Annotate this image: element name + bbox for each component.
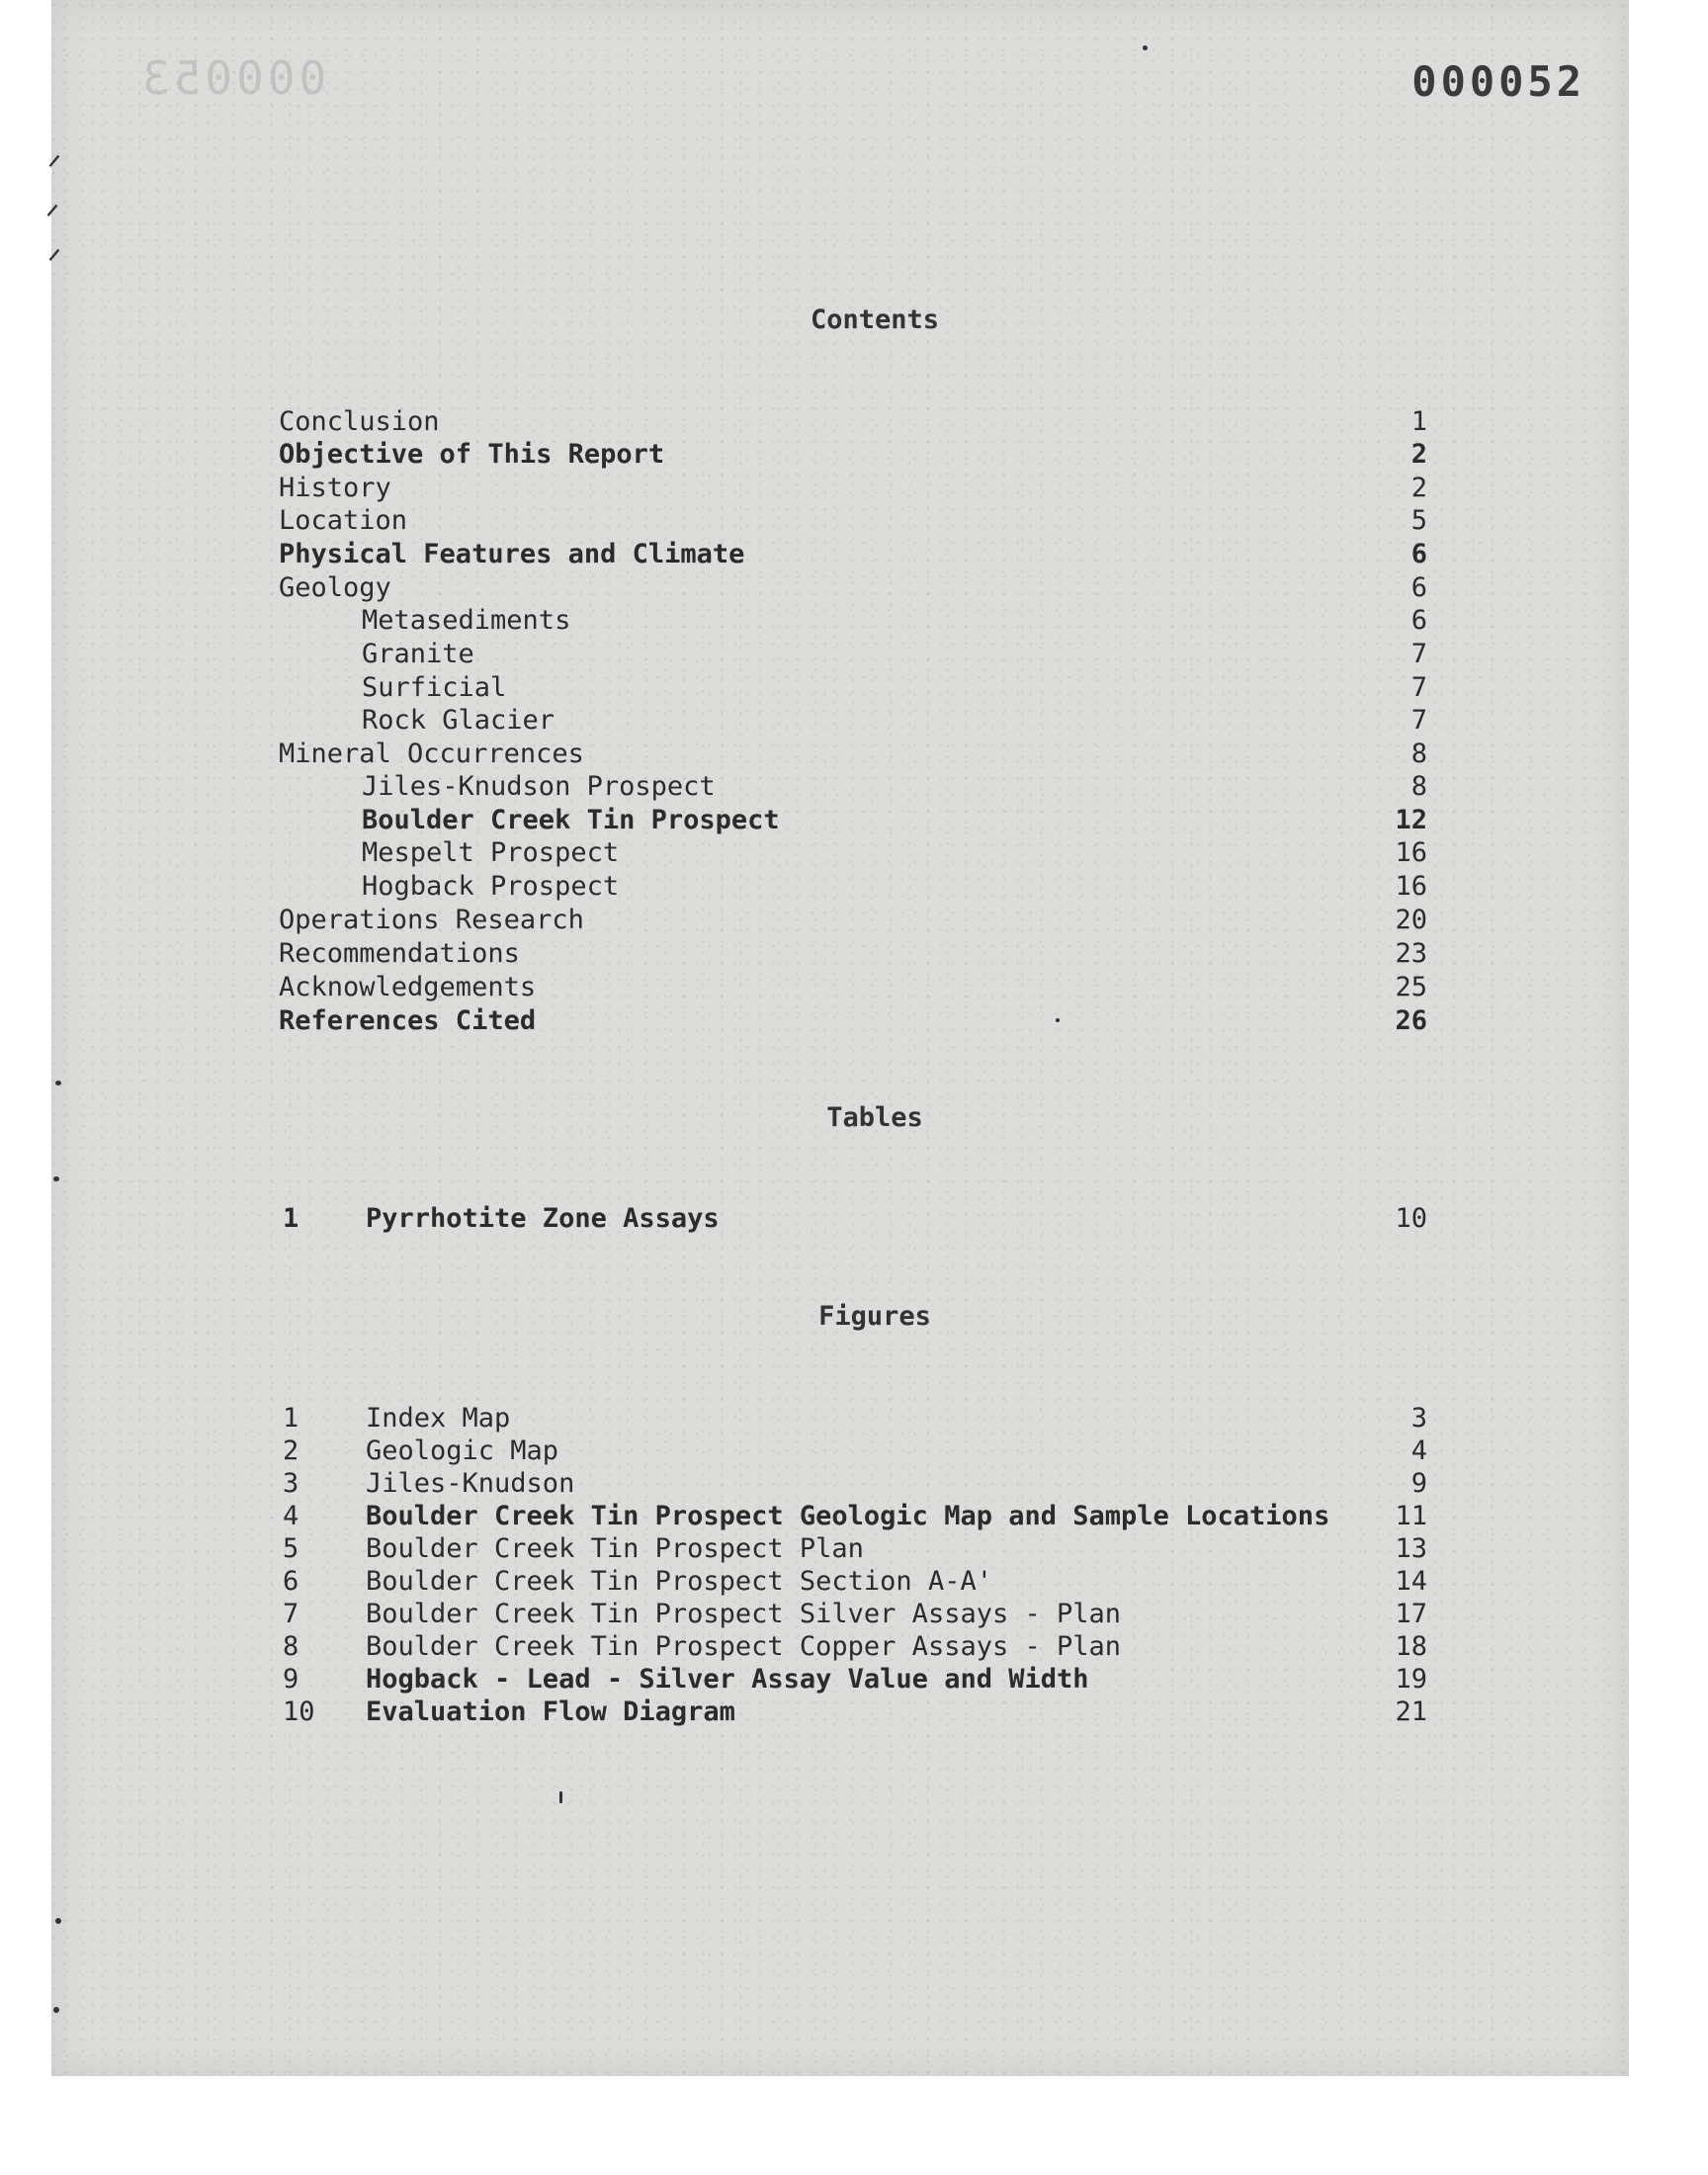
- toc-page: 16: [1395, 837, 1427, 868]
- toc-label: Boulder Creek Tin Prospect: [362, 805, 780, 835]
- toc-page: 6: [1410, 539, 1427, 569]
- toc-label: Mespelt Prospect: [362, 837, 620, 868]
- figure-number: 5: [283, 1533, 299, 1564]
- toc-page: 23: [1395, 938, 1427, 969]
- toc-page: 6: [1410, 572, 1427, 603]
- toc-page: 6: [1410, 605, 1427, 636]
- figure-number: 1: [283, 1403, 299, 1434]
- figure-number: 10: [283, 1696, 315, 1727]
- toc-subentry[interactable]: [279, 638, 1427, 671]
- figure-page: 21: [1395, 1696, 1427, 1727]
- figure-entry[interactable]: [279, 1532, 1427, 1566]
- figure-label: Geologic Map: [366, 1436, 559, 1466]
- figure-number: 4: [283, 1501, 299, 1531]
- toc-label: Surficial: [362, 672, 507, 703]
- figure-label: Boulder Creek Tin Prospect Silver Assays - Plan: [366, 1599, 1122, 1629]
- figure-entry[interactable]: [279, 1500, 1427, 1533]
- figure-entry[interactable]: [279, 1663, 1427, 1696]
- toc-label: Objective of This Report: [279, 439, 665, 470]
- figure-page: 14: [1395, 1566, 1427, 1597]
- toc-label: Acknowledgements: [279, 972, 537, 1002]
- figure-entry[interactable]: [279, 1630, 1427, 1664]
- tables-heading: Tables: [826, 1102, 923, 1133]
- scan-speck: [53, 1176, 59, 1181]
- toc-label: Physical Features and Climate: [279, 539, 745, 569]
- figure-label: Boulder Creek Tin Prospect Copper Assays - Plan: [366, 1631, 1122, 1662]
- figure-entry[interactable]: [279, 1565, 1427, 1599]
- toc-entry[interactable]: [279, 571, 1427, 605]
- toc-subentry[interactable]: [279, 604, 1427, 638]
- scan-speck: [53, 2007, 59, 2013]
- figure-page: 13: [1395, 1533, 1427, 1564]
- ghost-document-number: 000053: [138, 51, 327, 105]
- figure-label: Evaluation Flow Diagram: [366, 1696, 735, 1727]
- toc-label: Recommendations: [279, 938, 520, 969]
- figure-page: 3: [1410, 1403, 1427, 1434]
- toc-label: Mineral Occurrences: [279, 739, 584, 769]
- toc-label: References Cited: [279, 1005, 537, 1036]
- figure-label: Jiles-Knudson: [366, 1468, 575, 1499]
- toc-entry[interactable]: [279, 738, 1427, 771]
- table-page: 10: [1395, 1203, 1427, 1234]
- toc-label: Rock Glacier: [362, 705, 555, 736]
- figure-label: Hogback - Lead - Silver Assay Value and Width: [366, 1664, 1089, 1695]
- figure-page: 19: [1395, 1664, 1427, 1695]
- toc-subentry[interactable]: [279, 770, 1427, 804]
- scan-speck: [55, 1918, 61, 1924]
- figures-heading: Figures: [818, 1301, 931, 1332]
- toc-entry[interactable]: [279, 971, 1427, 1004]
- toc-entry[interactable]: [279, 504, 1427, 538]
- figure-entry[interactable]: [279, 1435, 1427, 1468]
- margin-mark: ᐟ: [45, 198, 60, 237]
- toc-page: 8: [1410, 739, 1427, 769]
- toc-subentry[interactable]: [279, 671, 1427, 705]
- scan-speck: [559, 1791, 562, 1803]
- toc-label: Conclusion: [279, 406, 440, 437]
- toc-page: 1: [1410, 406, 1427, 437]
- toc-label: Location: [279, 505, 408, 536]
- toc-page: 7: [1410, 639, 1427, 669]
- figure-page: 18: [1395, 1631, 1427, 1662]
- figure-page: 4: [1410, 1436, 1427, 1466]
- figure-entry[interactable]: [279, 1696, 1427, 1729]
- figure-label: Boulder Creek Tin Prospect Section A-A': [366, 1566, 992, 1597]
- table-number: 1: [283, 1203, 299, 1234]
- toc-entry[interactable]: [279, 538, 1427, 571]
- toc-entry[interactable]: [279, 438, 1427, 472]
- toc-label: Hogback Prospect: [362, 871, 620, 902]
- toc-page: 12: [1395, 805, 1427, 835]
- figure-label: Boulder Creek Tin Prospect Geologic Map and Sample Locations: [366, 1501, 1330, 1531]
- toc-entry[interactable]: [279, 472, 1427, 505]
- table-label: Pyrrhotite Zone Assays: [366, 1203, 720, 1234]
- toc-page: 16: [1395, 871, 1427, 902]
- toc-page: 2: [1410, 439, 1427, 470]
- figure-number: 6: [283, 1566, 299, 1597]
- toc-subentry[interactable]: [279, 836, 1427, 870]
- scan-speck: [1143, 45, 1148, 50]
- figure-number: 9: [283, 1664, 299, 1695]
- toc-entry[interactable]: [279, 405, 1427, 439]
- toc-label: Jiles-Knudson Prospect: [362, 771, 716, 802]
- toc-subentry[interactable]: [279, 704, 1427, 738]
- figure-number: 7: [283, 1599, 299, 1629]
- toc-entry[interactable]: [279, 1004, 1427, 1038]
- margin-mark: ᐟ: [47, 242, 62, 282]
- toc-label: Granite: [362, 639, 474, 669]
- scan-speck: [55, 1081, 61, 1086]
- toc-page: 2: [1410, 473, 1427, 503]
- figure-label: Boulder Creek Tin Prospect Plan: [366, 1533, 864, 1564]
- figure-entry[interactable]: [279, 1402, 1427, 1436]
- figure-page: 11: [1395, 1501, 1427, 1531]
- toc-label: History: [279, 473, 391, 503]
- toc-page: 8: [1410, 771, 1427, 802]
- table-entry[interactable]: [279, 1202, 1427, 1236]
- toc-page: 7: [1410, 705, 1427, 736]
- figure-label: Index Map: [366, 1403, 511, 1434]
- contents-heading: Contents: [810, 304, 940, 335]
- toc-entry[interactable]: [279, 937, 1427, 971]
- toc-page: 25: [1395, 972, 1427, 1002]
- figure-entry[interactable]: [279, 1598, 1427, 1631]
- toc-page: 7: [1410, 672, 1427, 703]
- figure-number: 8: [283, 1631, 299, 1662]
- margin-mark: ᐟ: [47, 148, 62, 188]
- figure-number: 2: [283, 1436, 299, 1466]
- figure-page: 9: [1410, 1468, 1427, 1499]
- figure-number: 3: [283, 1468, 299, 1499]
- toc-label: Metasediments: [362, 605, 571, 636]
- toc-subentry[interactable]: [279, 804, 1427, 837]
- toc-subentry[interactable]: [279, 870, 1427, 904]
- toc-page: 26: [1395, 1005, 1427, 1036]
- toc-label: Operations Research: [279, 905, 584, 935]
- toc-page: 20: [1395, 905, 1427, 935]
- figure-page: 17: [1395, 1599, 1427, 1629]
- toc-label: Geology: [279, 572, 391, 603]
- figure-entry[interactable]: [279, 1467, 1427, 1501]
- toc-entry[interactable]: [279, 904, 1427, 937]
- document-number-stamp: 000052: [1411, 57, 1585, 106]
- toc-page: 5: [1410, 505, 1427, 536]
